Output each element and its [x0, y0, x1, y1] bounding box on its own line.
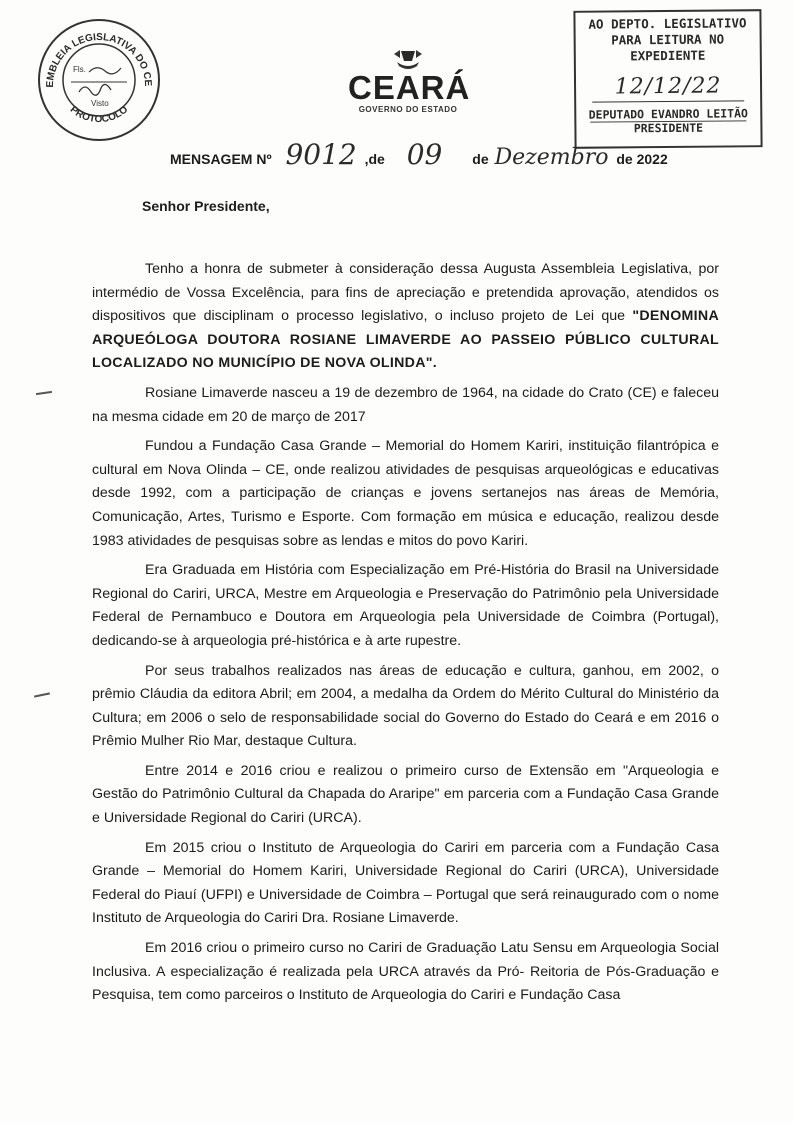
dispatch-line-1: AO DEPTO. LEGISLATIVO [588, 15, 747, 32]
message-de-1: ,de [364, 151, 385, 167]
paragraph-4: Era Graduada em História com Especialização em Pré-História do Brasil na Universidade Regional do Cariri, URCA, Mestre em Arqueologia e Preservação do Patrimônio pela Universidade Federal de Pernambuco e Doutora em Arqueologia pela Universidade de Coimbra (Portugal), dedicando-se à arqueologia pré-histórica e à arte rupestre. [92, 562, 719, 649]
dispatch-signer: DEPUTADO EVANDRO LEITÃO [588, 106, 748, 122]
message-header [170, 138, 770, 178]
message-day: 09 [406, 138, 443, 171]
stamp-signature [79, 84, 111, 95]
state-logo [348, 48, 471, 114]
protocol-stamp [35, 16, 163, 144]
dispatch-stamp [573, 9, 762, 149]
paragraph-2: Rosiane Limaverde nasceu a 19 de dezembro de 1964, na cidade do Crato (CE) e faleceu na mesma cidade em 20 de março de 2017 [92, 384, 719, 425]
dispatch-date: 12/12/22 [614, 73, 722, 100]
paragraph-5: Por seus trabalhos realizados nas áreas de educação e cultura, ganhou, em 2002, o prêmio Cláudia da editora Abril; em 2004, a medalha da Ordem do Mérito Cultural do Ministério da Cultura; em 2006 o selo de responsabilidade social do Governo do Estado do Ceará e em 2016 o Prêmio Mulher Rio Mar, destaque Cultura. [92, 662, 719, 750]
margin-mark [36, 391, 52, 395]
paragraph-7: Em 2015 criou o Instituto de Arqueologia do Cariri em parceria com a Fundação Casa Grande – Memorial do Homem Kariri, Universidade Regional do Cariri (URCA), Universidade Federal do Piauí (UFPI) e Universidade de Coimbra – Portugal que será reinaugurado com o nome Instituto de Arqueologia do Cariri Dra. Rosiane Limaverde. [92, 839, 719, 927]
message-month: Dezembro [494, 145, 609, 170]
message-prefix: MENSAGEM Nº [170, 151, 272, 167]
stamp-sheet-scribble [89, 68, 121, 74]
state-emblem-icon [391, 48, 425, 70]
dispatch-signer-title: PRESIDENTE [633, 120, 704, 136]
stamp-fls-label: Fls. [73, 65, 86, 74]
message-de-2: de [472, 151, 489, 167]
logo-subtitle: GOVERNO DO ESTADO [358, 105, 458, 114]
dispatch-line-2: PARA LEITURA NO EXPEDIENTE [611, 31, 725, 64]
message-year: de 2022 [616, 151, 668, 167]
salutation: Senhor Presidente, [142, 198, 270, 214]
paragraph-3: Fundou a Fundação Casa Grande – Memorial do Homem Kariri, instituição filantrópica e cultural em Nova Olinda – CE, onde realizou atividades de pesquisas arqueológicas e educativas desde 1992, com a participação de crianças e jovens sertanejos nas áreas de Memória, Comunicação, Artes, Turismo e Esporte. Com formação em música e educação, realizou desde 1983 atividades de pesquisas sobre as lendas e mitos do povo Kariri. [92, 438, 719, 549]
stamp-bottom-text: PROTOCOLO [67, 104, 131, 126]
stamp-ring-text: EMBLEIA LEGISLATIVA DO CE [44, 31, 154, 88]
paragraph-1: Tenho a honra de submeter à consideração dessa Augusta Assembleia Legislativa, por intermédio de Vossa Excelência, para fins de apreciação e pretendida aprovação, atendidos os dispositivos que disciplinam o processo legislativo, o incluso projeto de Lei que "DENOMINA ARQUEÓLOGA DOUTORA ROSIANE LIMAVERDE AO PASSEIO PÚBLICO CULTURAL LOCALIZADO NO MUNICÍPIO DE NOVA OLINDA". [92, 261, 719, 372]
margin-mark [34, 692, 50, 697]
letter-body [92, 258, 719, 1014]
bill-title: "DENOMINA ARQUEÓLOGA DOUTORA ROSIANE LIMAVERDE AO PASSEIO PÚBLICO CULTURAL LOCALIZADO NO MUNICÍPIO DE NOVA OLINDA". [92, 308, 719, 372]
stamp-visto-label: Visto [91, 99, 109, 108]
paragraph-6: Entre 2014 e 2016 criou e realizou o primeiro curso de Extensão em "Arqueologia e Gestão do Patrimônio Cultural da Chapada do Araripe" em parceria com a Fundação Casa Grande e Universidade Regional do Cariri (URCA). [92, 762, 719, 827]
message-number: 9012 [285, 138, 357, 171]
paragraph-8: Em 2016 criou o primeiro curso no Cariri de Graduação Latu Sensu em Arqueologia Social Inclusiva. A especialização é realizada pela URCA através da Pró- Reitoria de Pós-Graduação e Pesquisa, tem como parceiros o Instituto de Arqueologia do Cariri e Fundação Casa [92, 940, 719, 1004]
logo-name: CEARÁ [348, 69, 471, 106]
